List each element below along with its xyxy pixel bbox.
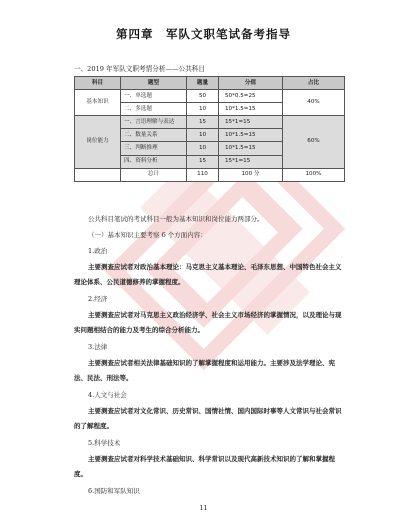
header-ratio: 占比 (283, 77, 345, 90)
count-cell: 10 (187, 142, 219, 155)
header-count: 题量 (187, 77, 219, 90)
topic-heading-politics: 1.政治 (88, 247, 108, 255)
chapter-title: 第四章 军队文职笔试备考指导 (116, 27, 291, 41)
paragraph-text: 主要测查应试者对文化常识、历史常识、国情社情、国内国际时事等人文常识与社会常识的了解程度。 (74, 407, 342, 430)
header-subject: 科目 (75, 77, 121, 90)
score-cell: 10*1.5=15 (219, 142, 283, 155)
page-number: 11 (199, 504, 208, 512)
type-cell: 四、资料分析 (121, 155, 187, 168)
section-heading: 一、2019 年军队文职考情分析——公共科目 (74, 65, 205, 73)
table-total-row (75, 168, 345, 181)
total-score-cell: 100 分 (219, 168, 283, 181)
table-row (75, 90, 345, 103)
ratio-cell: 60% (283, 116, 345, 168)
score-cell: 15*1=15 (219, 155, 283, 168)
count-cell: 10 (187, 103, 219, 116)
total-empty-cell (75, 168, 121, 181)
topic-paragraph-politics (74, 260, 346, 290)
topic-paragraph-economy (74, 308, 346, 338)
count-cell: 50 (187, 90, 219, 103)
ratio-cell: 40% (283, 90, 345, 116)
topic-heading-science: 5.科学技术 (88, 439, 121, 447)
count-cell: 15 (187, 155, 219, 168)
total-ratio-cell: 100% (283, 168, 345, 181)
exam-stats-table (74, 76, 345, 182)
type-cell: 一、言语理解与表达 (121, 116, 187, 129)
header-type: 题型 (121, 77, 187, 90)
topic-paragraph-science (74, 452, 346, 482)
score-cell: 50*0.5=25 (219, 90, 283, 103)
paragraph-text: 主要测查应试者对马克思主义政治经济学、社会主义市场经济的掌握情况，以及理论与现实问题相结合的能力及考生的综合分析能力。 (74, 311, 342, 334)
paragraph-text: 主要测查应试者对科学技术基础知识、科学常识以及现代高新技术知识的了解和掌握程度。 (74, 455, 335, 478)
paragraph-text: 主要测查应试者相关法律基础知识的了解掌握程度和运用能力。主要涉及法学理论、宪法、民法、刑法等。 (74, 359, 335, 382)
header-score: 分值 (219, 77, 283, 90)
score-cell: 10*1.5=15 (219, 103, 283, 116)
type-cell: 二、数量关系 (121, 129, 187, 142)
subsection-heading: （一）基本知识主要考察 6 个方面内容： (88, 231, 207, 239)
type-cell: 一、单选题 (121, 90, 187, 103)
type-cell: 二、多选题 (121, 103, 187, 116)
total-count-cell: 110 (187, 168, 219, 181)
topic-heading-law: 3.法律 (88, 343, 108, 351)
total-label-cell: 总计 (121, 168, 187, 181)
paragraph-text: 主要测查应试者对政治基本理论：马克思主义基本理论、毛泽东思想、中国特色社会主义理论体系、公民道德修养的掌握程度。 (74, 263, 342, 286)
score-cell: 15*1=15 (219, 116, 283, 129)
topic-paragraph-humanities (74, 404, 346, 434)
topic-heading-economy: 2.经济 (88, 295, 108, 303)
table-header-row (75, 77, 345, 90)
topic-heading-defense: 6.国防和军队知识 (88, 487, 140, 495)
table-row (75, 116, 345, 129)
category-cell: 岗位能力 (75, 116, 121, 168)
count-cell: 15 (187, 116, 219, 129)
type-cell: 三、判断推理 (121, 142, 187, 155)
intro-paragraph: 公共科目笔试的考试科目一般为基本知识和岗位能力两部分。 (88, 215, 264, 223)
category-cell: 基本知识 (75, 90, 121, 116)
count-cell: 10 (187, 129, 219, 142)
score-cell: 10*1.5=15 (219, 129, 283, 142)
topic-paragraph-law (74, 356, 346, 386)
topic-heading-humanities: 4.人文与社会 (88, 391, 127, 399)
